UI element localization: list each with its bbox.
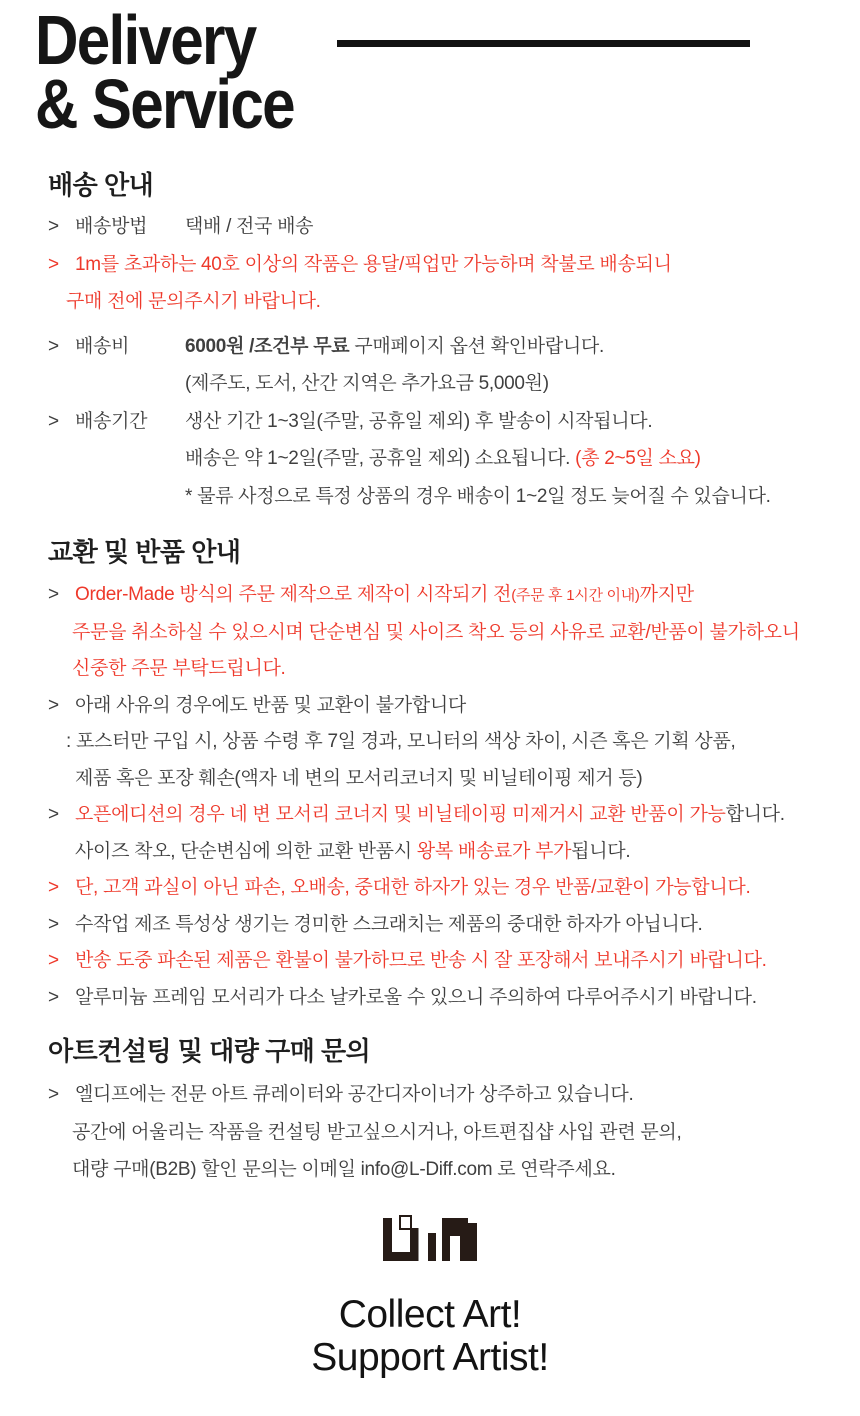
shipping-period-label: 배송기간 — [75, 410, 148, 432]
order-made-line: > Order-Made 방식의 주문 제작으로 제작이 시작되기 전(주문 후 1시간 이내)까지만 — [48, 577, 830, 615]
consulting-line1: > 엘디프에는 전문 아트 큐레이터와 공간디자이너가 상주하고 있습니다. — [48, 1076, 830, 1114]
shipping-fee-row — [48, 328, 830, 366]
bullet-marker: > — [48, 986, 59, 1008]
oversize-notice-line1: > 1m를 초과하는 40호 이상의 작품은 용달/픽업만 가능하며 착불로 배송되니 — [48, 246, 830, 284]
return-shipping-damage-line: > 반송 도중 파손된 제품은 환불이 불가하므로 반송 시 잘 포장해서 보내주시기 바랍니다. — [48, 943, 830, 980]
bullet-marker: > — [48, 335, 59, 357]
no-return-cases-line: > 아래 사유의 경우에도 반품 및 교환이 불가합니다 — [48, 688, 830, 725]
bullet-marker: > — [48, 1084, 59, 1105]
one-hour-note: (주문 후 1시간 이내) — [511, 587, 640, 604]
defect-return-line: > 단, 고객 과실이 아닌 파손, 오배송, 중대한 하자가 있는 경우 반품/교환이 가능합니다. — [48, 870, 830, 907]
no-return-case-detail2: 제품 혹은 포장 훼손(액자 네 변의 모서리코너지 및 비닐테이핑 제거 등) — [75, 767, 643, 789]
open-edition-line: > 오픈에디션의 경우 네 변 모서리 코너지 및 비닐테이핑 미제거시 교환 반품이 가능합니다. — [48, 797, 830, 834]
shipping-fee-note: (제주도, 도서, 산간 지역은 추가요금 5,000원) — [185, 373, 549, 394]
bullet-marker: > — [48, 694, 59, 716]
total-days-note: (총 2~5일 소요) — [575, 448, 701, 469]
careful-order-line: 신중한 주문 부탁드립니다. — [72, 658, 286, 679]
shipping-fee-label: 배송비 — [75, 335, 130, 357]
consulting-line3: 대량 구매(B2B) 할인 문의는 이메일 info@L-Diff.com 로 연락주세요. — [72, 1159, 616, 1180]
consulting-section — [48, 1036, 830, 1189]
bullet-marker: > — [48, 804, 59, 825]
bullet-marker: > — [48, 877, 59, 898]
shipping-period-line1: 생산 기간 1~3일(주말, 공휴일 제외) 후 발송이 시작됩니다. — [185, 410, 653, 432]
slogan-line1: Collect Art! — [338, 1292, 522, 1336]
returns-heading: 교환 및 반품 안내 — [48, 537, 241, 567]
bullet-marker: > — [48, 216, 59, 237]
shipping-period-line3: * 물류 사정으로 특정 상품의 경우 배송이 1~2일 정도 늦어질 수 있습니다. — [185, 485, 771, 507]
bullet-marker: > — [48, 410, 59, 432]
shipping-method-row — [48, 208, 830, 246]
shipping-fee-amount: 6000원 /조건부 무료 — [185, 335, 350, 357]
shipping-period-row — [48, 403, 830, 441]
page-title — [35, 1, 745, 143]
oversize-notice-line2: 구매 전에 문의주시기 바랍니다. — [66, 291, 321, 312]
bullet-marker: > — [48, 584, 59, 605]
slogan — [0, 1293, 860, 1379]
shipping-section — [48, 170, 830, 515]
title-rule — [337, 40, 750, 47]
bullet-marker: > — [48, 913, 59, 935]
shipping-heading: 배송 안내 — [48, 170, 154, 200]
page-header — [0, 0, 860, 152]
shipping-method-value: 택배 / 전국 배송 — [185, 216, 314, 237]
aluminum-frame-caution-line: > 알루미늄 프레임 모서리가 다소 날카로울 수 있으니 주의하여 다루어주시기 바랍니다. — [48, 980, 830, 1017]
consulting-line2: 공간에 어울리는 작품을 컨설팅 받고싶으시거나, 아트편집샵 사입 관련 문의, — [72, 1121, 682, 1143]
shipping-method-label: 배송방법 — [75, 216, 148, 237]
ldiff-logo — [383, 1215, 477, 1261]
shipping-period-line2: 배송은 약 1~2일(주말, 공휴일 제외) 소요됩니다. (총 2~5일 소요) — [185, 448, 701, 469]
consulting-heading: 아트컨설팅 및 대량 구매 문의 — [48, 1036, 371, 1066]
shipping-fee-rest: 구매페이지 옵션 확인바랍니다. — [349, 335, 604, 357]
ldiff-logo-icon — [383, 1215, 477, 1261]
handmade-scratch-line: > 수작업 제조 특성상 생기는 경미한 스크래치는 제품의 중대한 하자가 아닙니다. — [48, 907, 830, 944]
bullet-marker: > — [48, 253, 59, 275]
page-title-line1: Delivery — [35, 1, 256, 79]
page-title-line2: & Service — [35, 65, 294, 143]
round-trip-fee-line: 사이즈 착오, 단순변심에 의한 교환 반품시 왕복 배송료가 부가됩니다. — [75, 840, 631, 862]
cancel-policy-line: 주문을 취소하실 수 있으시며 단순변심 및 사이즈 착오 등의 사유로 교환/반품이 불가하오니 — [72, 621, 800, 643]
returns-section — [48, 537, 830, 1016]
no-return-case-detail1: : 포스터만 구입 시, 상품 수령 후 7일 경과, 모니터의 색상 차이, 시즌 혹은 기획 상품, — [66, 731, 736, 752]
bullet-marker: > — [48, 950, 59, 971]
contact-email: info@L-Diff.com — [360, 1159, 493, 1180]
slogan-line2: Support Artist! — [311, 1335, 549, 1379]
